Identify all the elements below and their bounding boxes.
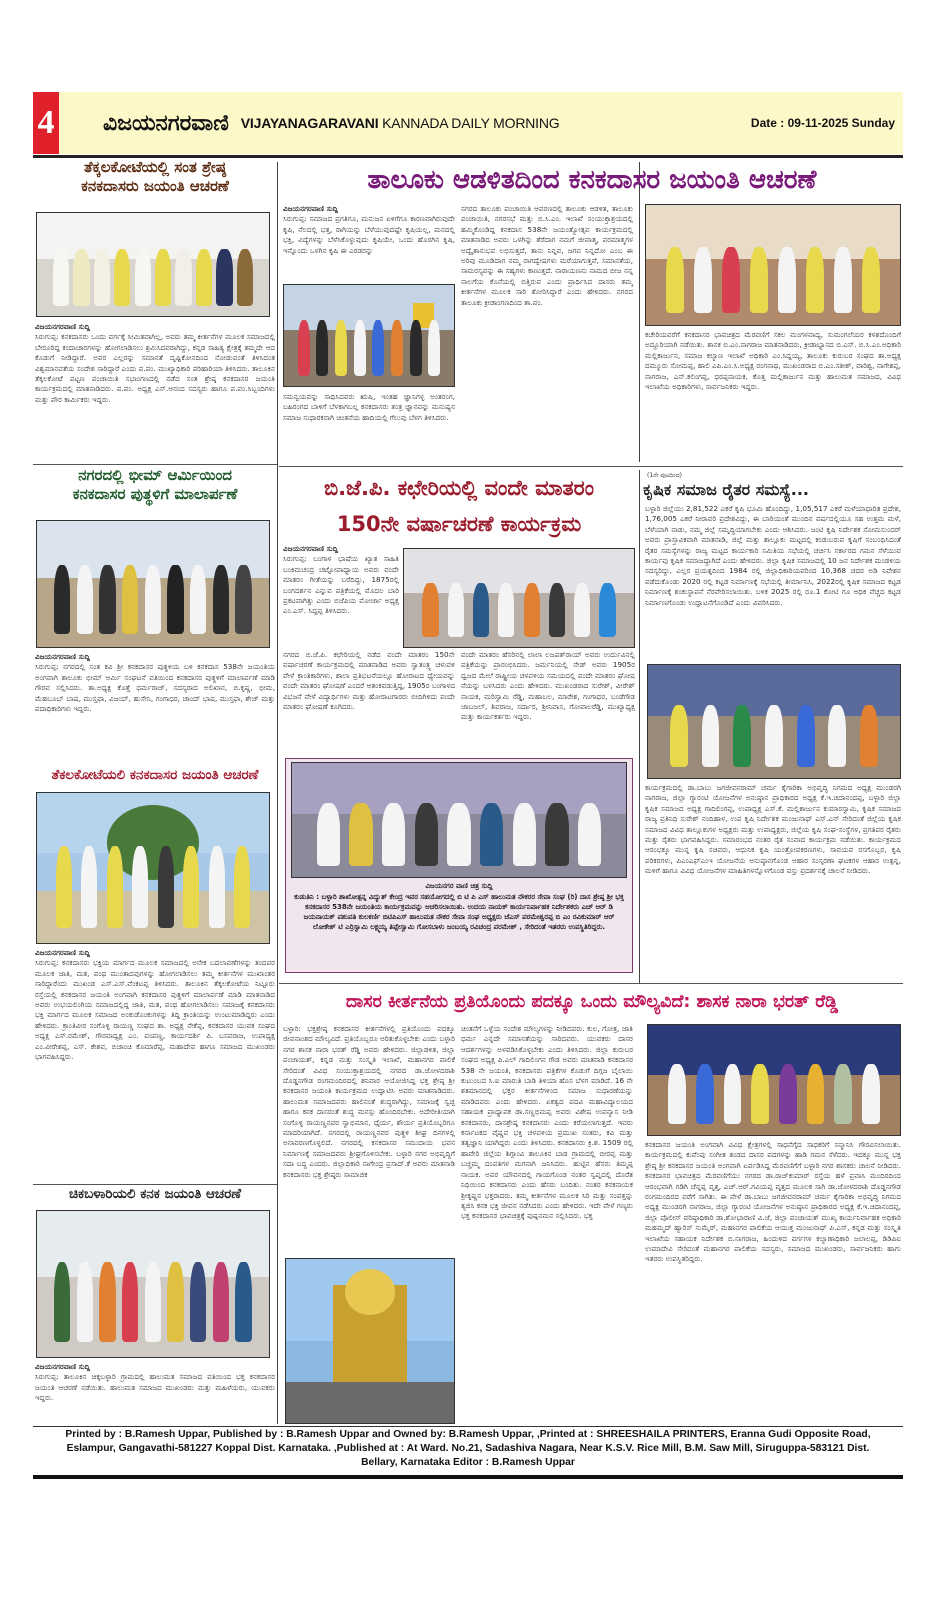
byline: ವಿಜಯನಗರವಾಣಿ ಸುದ್ದಿ — [35, 322, 90, 331]
footer-rule — [33, 1475, 903, 1479]
article-body — [283, 650, 455, 754]
article-body — [461, 650, 635, 754]
article-body — [35, 1362, 275, 1424]
headline-tekkalakote-santha — [33, 158, 277, 196]
paper-name-english — [241, 115, 560, 131]
photo-tekkalakote-statue — [36, 792, 270, 944]
article-text: ಸಮನ್ವಯವನ್ನು ಸಾಧಿಸಿದವರು ಋಷಿ, ಇಂತಹ ಜ್ಞಾನಿಗಳ್ಳ ಅಂತರಂಗ, ಬಹಿರಂಗದ ಬಾಳಿಗೆ ಬೆಳಕಾಗಬಲ್ಲ ಕನಕದಾಸರು ತಂತ್ರ ಜ್ಞಾನವನ್ನು ಮನುಷ್ಯನ ಸಮಾಜ ಸುಧಾರಕನಾಗಿ ಚಿಂತನೆಯ ಹಾದಿಯಲ್ಲಿ ಗೆಲುವು ಬೆಳಗ ತಿಳಿಸಿದರು. — [283, 392, 455, 422]
headline-krushika-samaja: ಕೃಷಿಕ ಸಮಾಜ ರೈತರ ಸಮಸ್ಯೆ... — [643, 480, 810, 499]
paper-tagline: KANNADA DAILY MORNING — [382, 115, 560, 131]
headline-tekkalakote-kanaka: ತೆಕಲಕೋಟೆಯಲಿ ಕನಕದಾಸರ ಜಯಂತಿ ಆಚರಣೆ — [51, 767, 259, 783]
newspaper-page — [33, 92, 903, 1482]
article-text: ಚಿಂತನೆಗೆ ಒಳ್ಳೆಯ ಸಂದೇಶ ಮೌಲ್ಯಗಳನ್ನು ನೀಡಿದವರು. ಕುಲ, ಗೋತ್ರ, ಜಾತಿ ಧರ್ಮ ಎನ್ನದೇ ಸಮಾನತೆಯನ್ನು ಸಾರಿದವರು. ಯುವಕರು ದಾಸರ ಆದರ್ಶಗಳನ್ನು ಅಳವಡಿಸಿಕೊಳ್ಳಬೇಕು ಎಂದು ತಿಳಿಸಿದರು. ಜಿಲ್ಲಾ ಕುರುಬರ ಸಂಘದ ಅಧ್ಯಕ್ಷ ಪಿ.ಎಲ್ ಗಾದಿಲಿಂಗನ ಗೌಡ ಅವರು ಮಾತನಾಡಿ ಕನಕದಾಸರ 538 ನೇ ಜಯಂತಿ, ಕನಕದಾಸರು ಪತ್ರಿಕೆಗಳ ಕೊಡುಗೆ ದಿಗ್ಗಜ ಬೈಲಾಯಿ ಕುಟುಂಬದ ಸಿ.ಐ ಮಾರುತಿ ಬಾಡಿ ತಿಳಿಯಾ ಹೊಸ ಬೆಳಗ ಮಾಡಿದೆ. 16 ನೇ ಶತಮಾನದಲ್ಲಿ ಭಕ್ತರ ಕೀರ್ತನೆಗಳಿಂದ ಸಮಾಜ ಸುಧಾರಣೆಯನ್ನು ಮಾಡಿದವರು ಎಂದು ಹೇಳಿದರು. ಏಕತ್ವದ ಪದವಿ ಮಹಾವಿದ್ಯಾಲಯದ ಸಹಾಯಕ ಪ್ರಾಧ್ಯಾಪಕ ಡಾ.ಸಣ್ಣಭಿಮಪ್ಪ ಅವರು ವಿಶೇಷ ಉಪನ್ಯಾಸ ನೀಡಿ ಕನಕದಾಸರು, ದಾಸಶ್ರೇಷ್ಠ ಕನಕದಾಸರು ಎಂದು ಕರೆಯಲಾಗುತ್ತದೆ. ಇವರು ಕರ್ನಾಟಕದ ವೈಷ್ಣವ ಭಕ್ತಿ ಚಳವಳಿಯ ಪ್ರಮುಖ ಸಂತರು, ಕವಿ ಮತ್ತು ತತ್ವಜ್ಞಾನಿ ಯಾಗಿದ್ದರು ಎಂದು ತಿಳಿಸಿದರು. ಕನಕದಾಸರು ಕ್ರಿ.ಶ. 1509 ರಲ್ಲಿ ಹಾವೇರಿ ಜಿಲ್ಲೆಯ ಶಿಗ್ಗಾಂವಿ ತಾಲೂಕಿನ ಬಾಡ ಗ್ರಾಮದಲ್ಲಿ ಬೀರಪ್ಪ ಮತ್ತು ಬಚ್ಚಮ್ಮ ದಂಪತಿಗಳ ಮಗನಾಗಿ ಜನಿಸಿದರು. ಹುಟ್ಟಿನ ಹೆಸರು ತಿಮ್ಮಪ್ಪ ನಾಯಕ. ಅವರ ಯೌವನದಲ್ಲಿ ಗಾಯಗೊಂಡ ನಂತರ ಸ್ವಪ್ನದಲ್ಲಿ ದೊರೆತ ನಿಧಿಯಿಂದ ಕನಕದಾಸರು ಎಂದು ಹೆಸರು ಬಂದಿತು. ನಂತರ ಕನಕನಾಯಕ ಶ್ರೀಕೃಷ್ಣನ ಭಕ್ತರಾದರು. ತಮ್ಮ ಕೀರ್ತನೆಗಳ ಮೂಲಕ ಸಿರಿ ಮತ್ತು ಸಂಪತ್ತನ್ನು ತ್ಯಜಿಸಿ ಕನಕ ಭಕ್ತಿ ಜೀವನ ನಡೆಸಿದರು ಎಂದು ಹೇಳಿದರು. ಇದೇ ವೇಳೆ ಗಣ್ಯರು ಭಕ್ತ ಕನಕದಾಸರ ಭಾವಚಿತ್ರಕ್ಕೆ ಪುಷ್ಪನಮನ ಸಲ್ಲಿಸಿದರು. ಭಕ್ತ — [461, 1024, 633, 1221]
photo-bheem-army-statue — [36, 520, 270, 648]
photo-bjp-office — [403, 548, 635, 648]
headline-line: ಕನಕದಾಸರು ಜಯಂತಿ ಆಚರಣೆ — [81, 176, 229, 195]
column-divider — [639, 162, 640, 462]
article-text: ಸಿರುಗುಪ್ಪ: ಬಂಗಾಳ ಭಾಷೆಯ ಖ್ಯಾತ ಸಾಹಿತಿ ಬಂಕಿಮಚಂದ್ರ ಚಟ್ಟೋಪಾಧ್ಯಾಯ ಅವರು ವಂದೇ ಮಾತರಂ ಗೀತೆಯನ್ನು ಬರೆದಿದ್ದು, 1875ರಲ್ಲಿ ಬಂಗದರ್ಶನ ಎನ್ನುವ ಪತ್ರಿಕೆಯಲ್ಲಿ ಮೊದಲ ಬಾರಿ ಪ್ರಕಟವಾಗಿತ್ತು ಎಂದು ಬಿಜೆಪಿಯ ಮೋರ್ಚಾ ಅಧ್ಯಕ್ಷ ಎಂ.ಎಸ್. ಸಿದ್ದಪ್ಪ ತಿಳಿಸಿದರು. — [283, 554, 399, 616]
byline: ವಿಜಯನಗರವಾಣಿ ಸುದ್ದಿ — [35, 948, 90, 957]
photo-news-title: ವಿಜಯನಗರ ವಾಣಿ ಚಿತ್ರ ಸುದ್ದಿ — [425, 882, 493, 890]
imprint-line: Eslampur, Gangavathi-581227 Koppal Dist. Karnataka. ,Published at : At Ward. No.21, Sadashiva Nagara, Near K.S.V. Rice Mill, B.M. Saw Mill, Siruguppa-583121 Dist. — [66, 1443, 870, 1454]
imprint-line: Bellary, Karnataka Editor : B.Ramesh Uppar — [361, 1457, 575, 1468]
headline-line: 150ನೇ ವರ್ಷಾಚರಣೆ ಕಾರ್ಯಕ್ರಮ — [336, 512, 582, 536]
article-text: ಸಿರುಗುಪ್ಪ: ಕನಕದಾಸರು ಒಂದು ವರ್ಗಕ್ಕೆ ಸೀಮಿತವಾಗಿಲ್ಲ, ಅವರು ತಮ್ಮ ಕೀರ್ತನೆಗಳ ಮೂಲಕ ಸಮಾಜದಲ್ಲಿ ಬೇರೂರಿದ್ದ ಕಂದಾಚಾರಗಳನ್ನು ಹೋಗಲಾಡಿಸಲು ಶ್ರಮಿಸಿದವರಾಗಿದ್ದು, ಕನ್ನಡ ಸಾಹಿತ್ಯ ಕ್ಷೇತ್ರಕ್ಕೆ ತಮ್ಮದೇ ಆದ ಕೊಡುಗೆ ನೀಡಿದ್ದಾರೆ. ಅವರ ಎಲ್ಲರನ್ನು ಸಮಾನತೆ ದೃಷ್ಟಿಕೋನದಿಂದ ನೋಡುವಂತೆ ತಿಳಿಸಿದಂತ ವಿಶ್ವಮಾನವತೆಯ ಸಂದೇಶ ಸಾರಿದ್ದಾರೆ ಎಂದು ಪ.ಪಂ. ಮುಖ್ಯಾಧಿಕಾರಿ ಪರಿಹಾರಿಯಾ ತಿಳಿಸಿದರು. ತಾಲೂಕಿನ ತೆಕ್ಕಲಕೋಟೆ ಪಟ್ಟಣ ಪಂಚಾಯಿತಿ ಸಭಾಂಗಣದಲ್ಲಿ ನಡೆದ ಸಂತ ಶ್ರೇಷ್ಠ ಕನಕದಾಸರ ಜಯಂತಿ ಕಾರ್ಯಕ್ರಮದಲ್ಲಿ ಮಾತನಾಡಿದರು. ಪ.ಪಂ. ಅಧ್ಯಕ್ಷ ಎಸ್.ಆನಂದ ಸದಸ್ಯರು ಹಾಗೂ ಪ.ಪಂ.ಸಿಬ್ಬಂದಿಗಳು ಮತ್ತು ಪೌರ ಕಾರ್ಮಿಕರು ಇದ್ದರು. — [35, 332, 275, 404]
continued-kicker: (1ನೇ ಪುಟದಿಂದ) — [647, 472, 682, 479]
article-text: ಕಾರ್ಯಕ್ರಮದಲ್ಲಿ ಡಾ.ಬಾಬು ಜಗಜೀವನರಾಮ್ ಚರ್ಮ ಕೈಗಾರಿಕಾ ಅಭಿವೃದ್ಧಿ ನಿಗಮದ ಅಧ್ಯಕ್ಷ ಮುಂಡರಗಿ ನಾಗರಾಜ, ಜಿಲ್ಲಾ ಗ್ಯಾರಂಟಿ ಯೋಜನೆಗಳ ಅನುಷ್ಠಾನ ಪ್ರಾಧಿಕಾರದ ಅಧ್ಯಕ್ಷ ಕೆ.ಇ.ಚಿದಾನಂದಪ್ಪ, ಬಳ್ಳಾರಿ ಜಿಲ್ಲಾ ಕೃಷಿಕ ಸಮಾಜದ ಅಧ್ಯಕ್ಷ ಗಾದಿಲಿಂಗಪ್ಪ, ಉಪಾಧ್ಯಕ್ಷ ಎಸ್.ಕೆ. ಮಲ್ಲಿಕಾರ್ಜುನ ಕುಮಾರಸ್ವಾಮಿ, ಕೃಷಿಕ ಸಮಾಜದ ರಾಜ್ಯ ಪ್ರತಿನಿಧಿ ಸುರೇಶ್ ನಂದಿಹಾಳ, ಉಪ ಕೃಷಿ ನಿರ್ದೇಶಕ ಮಂಜುನಾಥ್ ಎಸ್.ಎನ್ ಸೇರಿದಂತೆ ಜಿಲ್ಲೆಯ ಕೃಷಿಕ ಸಮಾಜದ ವಿವಿಧ ತಾಲ್ಲೂಕುಗಳ ಅಧ್ಯಕ್ಷರು ಮತ್ತು ಉಪಾಧ್ಯಕ್ಷರು, ಜಿಲ್ಲೆಯ ಕೃಷಿ ಸಂಘ-ಸಂಸ್ಥೆಗಳ, ಪ್ರಗತಿಪರ ರೈತರು ಮತ್ತು ರೈತರು ಭಾಗವಹಿಸಿದ್ದರು. ಸಮಾರಂಭದ ನಂತರ ರೈತ ಸಂವಾದ ಕಾರ್ಯಕ್ರಮ ನಡೆಯಿತು. ಕಾರ್ಯಕ್ರಮದ ಆರಂಭಕ್ಕೂ ಮುನ್ನ ಕೃಷಿ ಸಚಿವರು, ಆಧುನಿಕ ಕೃಷಿ ಯಂತ್ರೋಪಕರಣಗಳು, ಸಾವಯವ ರಸಗೊಬ್ಬರ, ಕೃಷಿ ಪರಿಕರಗಳು, ಪಿಎಂಎಫ್‌ಎಂಇ ಯೋಜನೆಯ ಅನುಷ್ಠಾನಗೊಂಡ ಆಹಾರ ಸಂಸ್ಕರಣಾ ಘಟಕಗಳ ಆಹಾರ ಉತ್ಪನ್ನ, ಮಳಿಗೆ ಹಾಗೂ ವಿವಿಧ ಯೋಜನೆಗಳ ಮಾಹಿತಿಗಳನ್ನೊಳಗೊಂಡ ವಸ್ತು ಪ್ರದರ್ಶನಕ್ಕೆ ಚಾಲನೆ ನೀಡಿದರು. — [645, 783, 901, 876]
page-number: 4 — [33, 92, 59, 154]
headline-chikkaballari: ಚಿಕಬಳಾರಿಯಲಿ ಕನಕ ಜಯಂತಿ ಆಚರಣೆ — [68, 1186, 242, 1202]
article-text: ಶಾಸಕ ಬಿ.ಎಂ.ನಾಗರಾಜ ಮಾತನಾಡಿದರು, ಕ್ರೀಡಾಭ್ಯಾಸದ ಬಿ.ಎಸ್. ಬಿ.ಸಿ.ಎಂ.ಅಧಿಕಾರಿ ಮಲ್ಲಿಕಾರ್ಜುನ, ಸಮಾಜ ಕಲ್ಯಾಣ ಇಲಾಖೆ ಅಧಿಕಾರಿ ಎಂ.ಸಿದ್ದಯ್ಯ, ತಾಲೂಕು ಕುರುಬರ ಸಂಘದ ತಾ.ಅಧ್ಯಕ್ಷ ದಮ್ಮೂರು ಸೋಮಪ್ಪ, ಹಾಲಿ ಎಪಿ.ಎಂ.ಸಿ.ಅಧ್ಯಕ್ಷ ರಂಗನಾಥ, ಮುಖಂಡರಾದ ಬಿ.ಎಂ.ಸತೀಶ್, ವಾರಿಶ್ವ, ನಾಗೇಶಪ್ಪ, ನಾಗರಾಜ, ಎನ್.ಕಲಿಂಗಪ್ಪ, ಧರಪ್ಪನಾಯಕ, ಕೊತ್ತ ಮಲ್ಲಿಕಾರ್ಜುನ ಮತ್ತು ಹಾಲುಮತ ಸಮಾಜದ, ವಿವಿಧ ಇಲಾಖೆಯ ಅಧಿಕಾರಿಗಳು, ಸಾರ್ವಜನಿಕರು ಇದ್ದರು. — [645, 340, 901, 392]
article-text: ಬಳ್ಳಾರಿ ಜಿಲ್ಲೆಯು 2,81,522 ಎಕರೆ ಕೃಷಿ ಭೂಮಿ ಹೊಂದಿದ್ದು, 1,05,517 ಎಕರೆ ಮಳೆಯಾಧಾರಿತ ಪ್ರದೇಶ, 1,76,005 ಎಕರೆ ನೀರಾವರಿ ಪ್ರದೇಶವಿದ್ದು, ಈ ಬಾರಿಯಂತೆ ಮುಂದಿನ ವರ್ಷದಲ್ಲಿಯೂ ಸಹ ಉತ್ತಮ ಮಳೆ, ಬೆಳೆಯಾಗಿ ನಾಡು, ನಮ್ಮ ಜಿಲ್ಲೆ ಸಮೃದ್ಧಿಯಾಗಬೇಕು ಎಂದು ಆಶಿಸಿದರು. ಜಂಟಿ ಕೃಷಿ ನಿರ್ದೇಶಕ ಸೋಮಸುಂದರ್ ಅವರು ಪ್ರಾಸ್ತಾವಿಕವಾಗಿ ಮಾತನಾಡಿ, ಜಿಲ್ಲೆ ಮತ್ತು ತಾಲ್ಲೂಕು ಮಟ್ಟದಲ್ಲಿ ಕಂಡುಬರುವ ಕೃಷಿಗೆ ಸಂಬಂಧಿಸಿದಂತೆ ರೈತರ ಸಮಸ್ಯೆಗಳನ್ನು ರಾಜ್ಯ ಮಟ್ಟದ ಕಾರ್ಯಕಾರಿ ಸಮಿತಿಯ ಸಭೆಯಲ್ಲಿ ಚರ್ಚಿಸಿ ಸರ್ಕಾರದ ಗಮನ ಸೆಳೆಯುವ ಕಾರ್ಯವು ಕೃಷಿಕ ಸಮಾಜದ್ದಾಗಿದೆ ಎಂದು ಹೇಳಿದರು. ಜಿಲ್ಲಾ ಕೃಷಿಕ ಸಮಾಜದಲ್ಲಿ 10 ಜನ ನಿರ್ದೇಶಕ ಮಂಡಳಿಯ ಸದಸ್ಯರಿದ್ದು, ಎಲ್ಲರ ಪ್ರಯತ್ನದಿಂದ 1984 ರಲ್ಲಿ ಜಿಲ್ಲಾಧಿಕಾರಿಯವರಿಂದ 10,368 ಚದರ ಅಡಿ ನಿವೇಶನ ಪಡೆದುಕೊಂಡು 2020 ರಲ್ಲಿ ಕಟ್ಟಡ ನಿರ್ಮಾಣಕ್ಕೆ ಸಭೆಯಲ್ಲಿ ತೀರ್ಮಾನಿಸಿ, 2022ರಲ್ಲಿ ಕೃಷಿಕ ಸಮಾಜದ ಕಟ್ಟಡ ನಿರ್ಮಾಣಕ್ಕೆ ಶಂಕುಸ್ಥಾಪನೆ ನೆರವೇರಿಸಲಾಯಿತು. ಬಳಿಕ 2025 ರಲ್ಲಿ ರೂ.1 ಕೋಟಿ ಗೂ ಅಧಿಕ ವೆಚ್ಚದ ಕಟ್ಟಡ ನಿರ್ಮಾಣಗೊಂಡು ಉದ್ಘಾಟನೆಗೊಂಡಿದೆ ಎಂದು ವಿವರಿಸಿದರು. — [645, 504, 901, 607]
byline: ವಿಜಯನಗರವಾಣಿ ಸುದ್ದಿ — [283, 544, 338, 553]
article-text: ನಗರದ ತಾಲೂಕು ಪಂಚಾಯಿತಿ ಆವರಣದಲ್ಲಿ ತಾಲೂಕು ಆಡಳಿತ, ತಾಲೂಕು ಪಂಚಾಯಿತಿ, ನಗರಸಭೆ ಮತ್ತು ಬಿ.ಸಿ.ಎಂ. ಇಲಾಖೆ ಸಂಯುಕ್ತಾಶ್ರಯದಲ್ಲಿ ಹಮ್ಮಿಕೊಂಡಿದ್ದ ಕನಕದಾಸ 538ನೇ ಜಯಂತ್ಯೋತ್ಸವ ಕಾರ್ಯಕ್ರಮದಲ್ಲಿ ಮಾತನಾಡಿದ ಅವರು ಒಳಗಿನ್ನು ತೆರೆದಾಗ ನಮಗೆ ಜೀವಾತ್ಮ, ಪರಮಾತ್ಮಗಳ ಅದ್ವೈತಾನುಭವ ಲಭಿಸುತ್ತದೆ, ತಾನು ನಿನ್ನವ, ಜಗವ ನಿನ್ನದೋ ಎಂಬ ಈ ಅರಿವು ಮೂಡಿದಾಗ ನಮ್ಮ ರಾಗದ್ವೇಷಗಳು ಮರೆಯಾಗುತ್ತವೆ, ಸಮಾನತೆಯ, ಸಾಮರಸ್ಯವನ್ನು ಈ ಸಹ್ಯಗಳು ಕಾಣುತ್ತದೆ. ನಾರಾಯಣನು ನಾಮದ ಬೀಜ ನನ್ನ ನಾಲಗೆಯ ಕೊನೆಯಲ್ಲಿ ಬಿತ್ತಿರುವ ಎಂದು ಪ್ರಾರ್ಥಿಸಿದ ದಾಸರು ತಮ್ಮ ಕೀರ್ತನೆಗಳ ಮೂಲಕ ಸಾರಿ ತೋರಿಸಿದ್ದಾರೆ ಎಂದು ಹೇಳಿದರು. ನಗರದ ತಾಲೂಕು ಕ್ರೀಡಾಂಗಣದಿಂದ ತಾ.ಪಂ. — [461, 204, 633, 307]
photo-procession — [283, 284, 455, 387]
article-body — [35, 948, 275, 1180]
article-divider — [33, 464, 277, 465]
headline-dasara-keertane: ದಾಸರ ಕೀರ್ತನೆಯ ಪ್ರತಿಯೊಂದು ಪದಕ್ಕೂ ಒಂದು ಮೌಲ್ಯವಿದೆ: ಶಾಸಕ ನಾರಾ ಭರತ್ ರೆಡ್ಡಿ — [345, 992, 839, 1012]
article-body — [35, 652, 275, 764]
article-body — [645, 783, 901, 978]
paper-name-kannada: ವಿಜಯನಗರವಾಣಿ — [103, 110, 229, 136]
headline-bjp-vande-mataram — [283, 470, 635, 542]
article-divider — [279, 983, 903, 984]
article-body — [283, 392, 455, 462]
article-body — [645, 504, 901, 659]
byline: ವಿಜಯನಗರವಾಣಿ ಸುದ್ದಿ — [283, 204, 338, 213]
paper-name-english-bold: VIJAYANAGARAVANI — [240, 115, 379, 131]
column-divider — [639, 470, 640, 983]
photo-news-body: ಕುಡುತಿನಿ : ಬಳ್ಳಾರಿ ಶಾಖೋತ್ಪನ್ನ ವಿದ್ಯುತ್ ಕೇಂದ್ರ ಇವರ ಸಹಯೋಗದಲ್ಲಿ ಬಿ ಟಿ ಪಿ ಎಸ್ ಹಾಲುಮತ ನೌಕರರ ಸೇವಾ ಸಂಘ (ರಿ) ದಾಸ ಶ್ರೇಷ್ಠ ಶ್ರೀ ಭಕ್ತ ಕನಕದಾಸರ 538ನೇ ಜಯಂತಿಯ ಕಾರ್ಯಕ್ರಮವನ್ನು ಆಚರಿಸಲಾಯಿತು. ಉದಯ ನಾಯಕ್ ಕಾರ್ಯನಿರ್ವಾಹಕ ನಿರ್ದೇಶಕರು ಎಚ್ ಆರ್ ಡಿ ಜಯನಾಯಕ್ ಪಶುಪತಿ ಕುಲಕರ್ಣಿ ಬಿಟಿಪಿಎಸ್ ಹಾಲುಮತ ನೌಕರ ಸೇವಾ ಸಂಘ ಅಧ್ಯಕ್ಷರು ಜೆಎಸ್ ಪರಮೇಶ್ವರಪ್ಪ ಬಿ ಎಂ ರವಿಕುಮಾರ್ ಆರ್ ಲೋಕೇಶ್ ಟಿ ಎರ್ರಿಸ್ವಾಮಿ ಲಕ್ಷ್ಮಯ್ಯ ತಿಪ್ಪೇಸ್ವಾಮಿ ಗೋಸಬಾಳು ಜಂಬಯ್ಯ ರವಿಚಂದ್ರ ಪರಮೇಶ್ , ಸೇರಿದಂತೆ ಇತರರು ಉಪಸ್ಥಿತಿರಿದ್ದರು. — [294, 893, 624, 931]
photo-chikkaballari-group — [36, 1210, 270, 1358]
article-text: ಸಿರುಗುಪ್ಪ: ಸಮಾಜದ ಪ್ರಗತಿಗೂ, ಮನುಜನ ಏಳಿಗೆಗೂ ಕಾರಣವಾಗಿರುವುದೇ ಕೃಷಿ, ನೆಲದಲ್ಲಿ ಭತ್ತ, ರಾಗಿಯನ್ನು ಬೆಳೆಯುವುದಷ್ಟೇ ಕೃಷಿಯಲ್ಲ, ಮನದಲ್ಲಿ ಭಕ್ತಿ, ವಿದ್ಯೆಗಳನ್ನು ಬೆಳೆಸಿಕೊಳ್ಳುವುದು ಕೃಷಿಯೇ, ಒಂದು ಹೊರಗಿನ ಕೃಷಿ, ಇನ್ನೊಂದು ಒಳಗಿನ ಕೃಷಿ ಈ ಎರಡರನ್ನು — [283, 214, 455, 255]
article-text: ಸಿರುಗುಪ್ಪ: ತಾಲೂಕಿನ ಚಿಕ್ಕಬಳ್ಳಾರಿ ಗ್ರಾಮದಲ್ಲಿ ಹಾಲುಮತ ಸಮಾಜದ ವತಿಯಿಂದ ಭಕ್ತ ಕನಕದಾಸರ ಜಯಂತಿ ಆಚರಣೆ ನಡೆಯಿತು. ಹಾಲುಮತ ಸಮಾಜದ ಮುಖಂಡರು ಮತ್ತು ಮಹಿಳೆಯರು, ಯುವಕರು ಇದ್ದರು. — [35, 1372, 275, 1403]
issue-date: Date : 09-11-2025 Sunday — [750, 116, 895, 130]
article-text: ಸಿರುಗುಪ್ಪ: ಕನಕದಾಸರು ಭಕ್ತಿಯ ಮಾರ್ಗದ ಮೂಲಕ ಸಮಾಜದಲ್ಲಿ ಅನೇಕ ಬದಲಾವಣೆಗಳನ್ನು ತಂದವರ ಮೂಲಕ ಜಾತಿ, ಮತ, ಪಂಥ ಮುಂತಾದವುಗಳನ್ನು ಹೋಗಲಾಡಿಸಲು ತಮ್ಮ ಕೀರ್ತನೆಗಳ ಮುಖಾಂತರ ಸಾರಿದ್ದಾರೆಂದು ಮುಖಂಡ ಎಸ್.ಎಸ್.ವೆಂಕಟಪ್ಪ ತಿಳಿಸಿದರು. ತಾಲೂಕಿನ ತೆಕ್ಕಲಕೋಟೆಯ ನಿಟ್ಟೂರು ರಸ್ತೆಯಲ್ಲಿ ಕನಕದಾಸರ ಜಯಂತಿ ಅಂಗವಾಗಿ ಕನಕದಾಸರ ಪುತ್ಥಳಿಗೆ ಮಾಲಾರ್ಪಣೆ ಮಾಡಿ ಮಾತನಾಡಿದ ಅವರು ಉಭಯಲಿಂಗಿಯ ಸಮಾಜದಲ್ಲಿದ್ದ ಜಾತಿ, ಮತ, ಪಂಥ ಹೋಗಲಾಡಿಸಲು ಸಮಾಜಕ್ಕೆ ಕನಕದಾಸರು ಭಕ್ತಿ ಮಾರ್ಗದ ಮೂಲಕ ಸಮಾಜದ ಅಂಕುಡೊಂಕುಗಳನ್ನು ತಿದ್ದಿ ಕ್ರಾಂತಿಯನ್ನು ಉಂಟುಮಾಡಿದ್ದರು ಎಂದು ಹೇಳಿದರು. ಕ್ರಾಂತಿವೀರ ಸಂಗೊಳ್ಳಿ ರಾಯಣ್ಣ ಸಂಘದ ತಾ. ಅಧ್ಯಕ್ಷ ನೇಕೆಪ್ಪ, ಕನಕದಾಸರ ಯುವಕ ಸಂಘದ ಅಧ್ಯಕ್ಷ ಎಸ್.ರಮೇಶ್, ಗೌರವಾಧ್ಯಕ್ಷ ಎಂ. ಪಂಪಣ್ಣ, ಕಾರ್ಯದರ್ಶಿ ಪಿ. ಬಸವರಾಜ, ಉಪಾಧ್ಯಕ್ಷ ಎಂ.ವೀರೇಶಪ್ಪ, ಎಸ್. ಕೇಶವ, ಬಿಜಾಂಚಿ ಕೊಮಾರೆಪ್ಪ, ಮಹಾದೇವ ಹಾಗೂ ಸಮಾಜದ ಮುಖಂಡರು ಭಾಗವಹಿಸಿದ್ದರು. — [35, 958, 275, 1062]
photo-btps-group — [291, 762, 627, 878]
article-text: ಕನಕದಾಸರ ಜಯಂತಿ ಅಂಗವಾಗಿ ವಿವಿಧ ಕ್ಷೇತ್ರಗಳಲ್ಲಿ ಸಾಧನೆಗೈದ ಸಾಧಕರಿಗೆ ಸನ್ಮಾನಿಸಿ ಗೌರವಿಸಲಾಯಿತು. ಕಾರ್ಯಕ್ರಮದಲ್ಲಿ ಕುವೆಂಪು ಸಂಗೀತ ತಂಡದ ದಾಸರ ಪದಗಳನ್ನು ಹಾಡಿ ಗಮನ ಸೆಳೆದರು. ಇದಕ್ಕೂ ಮುನ್ನ ಭಕ್ತ ಶ್ರೇಷ್ಠ ಶ್ರೀ ಕನಕದಾಸರ ಜಯಂತಿ ಅಂಗವಾಗಿ ಏರ್ಪಡಿಸಿದ್ದ ಮೆರವಣಿಗೆಗೆ ಬಳ್ಳಾರಿ ನಗರ ಶಾಸಕರು ಚಾಲನೆ ನೀಡಿದರು. ಕನಕದಾಸರ ಭಾವಚಿತ್ರದ ಮೆರವಣಿಗೆಯು ನಗರದ ಡಾ.ರಾಜ್‌ಕುಮಾರ್ ರಸ್ತೆಯ ಹಳೆ ಪ್ರವಾಸಿ ಮಂದಿರದಿಂದ ಆರಂಭವಾಗಿ ಗಡಿಗಿ ಚೆನ್ನಪ್ಪ ವೃತ್ತ, ಎಚ್.ಆರ್.ಗವಿಯಪ್ಪ ವೃತ್ತದ ಮೂಲಕ ಸಾಗಿ ಡಾ.ಜೋಳದರಾಶಿ ದೊಡ್ಡನಗೌಡ ರಂಗಮಂದಿರದ ವರೆಗೆ ಸಾಗಿತು. ಈ ವೇಳೆ ಡಾ.ಬಾಬು ಜಗಜೀವನರಾಮ್ ಚರ್ಮ ಕೈಗಾರಿಕಾ ಅಭಿವೃದ್ಧಿ ನಿಗಮದ ಅಧ್ಯಕ್ಷ ಮುಂಡರಗಿ ನಾಗರಾಜ, ಜಿಲ್ಲಾ ಗ್ಯಾರಂಟಿ ಯೋಜನೆಗಳ ಅನುಷ್ಠಾನ ಪ್ರಾಧಿಕಾರದ ಅಧ್ಯಕ್ಷ ಕೆ.ಇ.ಚಿದಾನಂದಪ್ಪ, ಜಿಲ್ಲಾ ಪೊಲೀಸ್ ವರಿಷ್ಠಾಧಿಕಾರಿ ಡಾ.ಶೋಭಾರಾಣಿ ವಿ.ಜೆ, ಜಿಲ್ಲಾ ಪಂಚಾಯತ್ ಮುಖ್ಯ ಕಾರ್ಯನಿರ್ವಾಹಕ ಅಧಿಕಾರಿ ಮಹಮ್ಮದ್ ಹ್ಯಾರಿಸ್ ಸುಮೈರ್, ಮಹಾನಗರ ಪಾಲಿಕೆಯ ಆಯುಕ್ತ ಮಂಜುನಾಥ್ ಪಿ.ಎಸ್, ಕನ್ನಡ ಮತ್ತು ಸಂಸ್ಕೃತಿ ಇಲಾಖೆಯ ಸಹಾಯಕ ನಿರ್ದೇಶಕ ಬಿ.ನಾಗರಾಜ, ಹಿಂದುಳಿದ ವರ್ಗಗಳ ಕಲ್ಯಾಣಾಧಿಕಾರಿ ಜಲಾಲಪ್ಪ, ಡಿಡಿಪಿಐ ಉಮಾದೇವಿ ಸೇರಿದಂತೆ ಮಹಾನಗರ ಪಾಲಿಕೆಯ ಸದಸ್ಯರು, ಸಮಾಜದ ಮುಖಂಡರು, ಸಾರ್ವಜನಿಕರು ಹಾಗು ಇತರರು ಉಪಸ್ಥಿತರಿದ್ದರು. — [645, 1140, 901, 1264]
headline-line: ನಗರದಲ್ಲಿ ಭೀಮ್ ಆರ್ಮಿಯಿಂದ — [78, 466, 232, 484]
headline-taluk-adalitha: ತಾಲೂಕು ಆಡಳಿತದಿಂದ ಕನಕದಾಸರ ಜಯಂತಿ ಆಚರಣೆ — [367, 165, 817, 195]
photo-tekkalakote-group — [36, 212, 270, 317]
photo-taluk-stage — [645, 204, 901, 326]
article-body — [283, 1024, 455, 1254]
article-divider — [279, 466, 903, 467]
article-divider — [33, 1184, 277, 1185]
headline-line: ಬಿ.ಜೆ.ಪಿ. ಕಛೇರಿಯಲ್ಲಿ ವಂದೇ ಮಾತರಂ — [323, 476, 595, 500]
photo-dasara-lamp-lighting — [647, 1024, 901, 1136]
masthead — [33, 92, 903, 154]
article-body — [35, 322, 275, 457]
footer-divider — [33, 1426, 903, 1427]
article-body — [645, 1140, 901, 1424]
article-text: ನಗರದ ಬಿ.ಜೆ.ಪಿ. ಕಛೇರಿಯಲ್ಲಿ ನಡೆದ ವಂದೇ ಮಾತರಂ 150ನೇ ವರ್ಷಾಚರಣೆ ಕಾರ್ಯಕ್ರಮದಲ್ಲಿ ಮಾತನಾಡಿದ ಅವರು ಸ್ವಾತಂತ್ರ್ಯ ಚಳುವಳಿ ವೇಳೆ ಕ್ರಾಂತಿಕಾರಿಗಳು, ಶಾಲಾ ಪ್ರತಿಭಟನೆಯಲ್ಲೂ ಹೋರಾಟದ ಧ್ಯೇಯವನ್ನು ವಂದೇ ಮಾತರಂ ಘೋಷಣೆ ಎಂದರೆ ಆತಂಕಪಡುತ್ತಿದ್ದ, 1905ರ ಬಂಗಾಳದ ವಿಭಜನೆ ವೇಳೆ ವಿದ್ಯಾರ್ಥಿಗಳು ಮತ್ತು ಹೋರಾಟಗಾರರು ಬೀದಿಗಿಳಿದು ವಂದೇ ಮಾತರಂ ಘೋಷಣೆ ಕೂಗಿದರು. — [283, 650, 455, 712]
article-text: ಸಿರುಗುಪ್ಪ: ನಗರದಲ್ಲಿ ಸಂತ ಕವಿ ಶ್ರೀ ಕನಕದಾಸರ ಪುತ್ಥಳಿಯ ಬಳಿ ಕನಕದಾಸ 538ನೇ ಜಯಂತಿಯ ಅಂಗವಾಗಿ ತಾಲೂಕು ಭೀಮ್ ಆರ್ಮಿ ಸಂಘಟನೆ ವತಿಯಿಂದ ಕನಕದಾಸರ ಪುತ್ಥಳಿಗೆ ಮಾಲಾರ್ಪಣೆ ಮಾಡಿ ಗೌರವ ಸಲ್ಲಿಸಿದರು. ತಾ.ಅಧ್ಯಕ್ಷ ಕೊತ್ತೆ ಧರ್ಮರಾಜ್, ಸದಸ್ಯರಾದ ಅಲಿಖಾನ, ಬಿ.ಕೃಷ್ಣ, ಭೀಮ, ಮೆಹಬೂಬ್ ಬಾಷ, ಮುಸ್ತಫಾ, ವಿಜಯ್, ಹುಸೇನಿ, ಗಂಗಾಧರ, ಚಾಂದ್ ಭಾಷ, ಮುಸ್ತಫಾ, ಶೇಜ್ ಮತ್ತು ಪದಾಧಿಕಾರಿಗಳು ಇದ್ದರು. — [35, 662, 275, 714]
article-body — [461, 204, 633, 462]
imprint-footer — [33, 1428, 903, 1470]
headline-line: ತೆಕ್ಕಲಕೋಟೆಯಲ್ಲಿ ಸಂತ ಶ್ರೇಷ್ಠ — [83, 158, 226, 176]
headline-line: ಕನಕದಾಸರ ಪುತ್ಥಳಿಗೆ ಮಾಲಾರ್ಪಣೆ — [72, 484, 238, 503]
article-body — [645, 330, 901, 462]
imprint-line: Printed by : B.Ramesh Uppar, Published by : B.Ramesh Uppar and Owned by: B.Ramesh Uppar, ,Printed at : SHREESHAILA PRINTERS, Eranna Gudi Opposite Road, — [65, 1429, 871, 1440]
article-text: ವಂದೇ ಮಾತರಂ ಹೆಸರಿನಲ್ಲಿ ಲಾಲಾ ಲಜಪತ್‌ರಾಯ್ ಅವರು ಉರ್ದುವಿನಲ್ಲಿ ಪತ್ರಿಕೆಯನ್ನು ಪ್ರಾರಂಭಿಸಿದರು. ಜರ್ಮನಿಯಲ್ಲಿ ಸೇಡ್ ಅವರು 1905ರ ಧ್ವಜದ ಮೇಲೆ ರಾಷ್ಟ್ರೀಯ ಚಳವಳಿಯ ಸಮಯದಲ್ಲಿ ವಂದೇ ಮಾತರಂ ಘೋಷ ನೆಯನ್ನು ಬಳಸಿದರು ಎಂದು ಹೇಳಿದರು. ಮುಖಂಡರಾದ ಸುರೇಶ್, ವೀರೇಶ್ ನಾಯಕ, ಮರಿಸ್ವಾಮಿ ರೆಡ್ಡಿ, ಮಹಾಬಲ, ಮಾರೇಶ, ಗಂಗಾಧರ, ಬಂಡೆಗೌಡ ಜಾಬಜಲ್, ಶಿವರಾಜ, ಸರ್ದಾರ, ಶ್ರೀನಿವಾಸ, ಗೋಪಾಲರೆಡ್ಡಿ, ಮುಖ್ಯಾಧ್ಯಕ್ಷ ಮತ್ತು ಕಾರ್ಯಕರ್ತರು ಇದ್ದರು. — [461, 650, 635, 722]
byline: ವಿಜಯನಗರವಾಣಿ ಸುದ್ದಿ — [35, 652, 90, 661]
headline-bheem-army — [33, 466, 277, 504]
article-body — [283, 544, 399, 646]
article-body — [283, 204, 455, 282]
photo-caption: ಕಚೇರಿಯವರೆಗೆ ಕನಕದಾಸರ ಭಾವಚಿತ್ರದ ಮೆರವಣಿಗೆ ಸಕಲ ಮಂಗಳವಾದ್ಯ, ಸುಮಂಗಲೆಯರ ಕಳಶದೊಂದಿಗೆ ಅದ್ದೂರಿಯಾಗಿ ನಡೆಯಿತು. — [645, 330, 901, 350]
column-divider — [277, 162, 278, 1424]
article-body — [461, 1024, 633, 1424]
photo-krushika-inauguration — [647, 664, 901, 779]
photo-kanaka-statue — [285, 1258, 455, 1424]
article-text: ಬಳ್ಳಾರಿ: ಭಕ್ತಶ್ರೇಷ್ಠ ಕನಕದಾಸರ ಕೀರ್ತನೆಗಳಲ್ಲಿ ಪ್ರತಿಯೊಂದು ಪದಕ್ಕೂ ಜೀವನಾಂಶದ ಮೌಲ್ಯವಿದೆ. ಪ್ರತಿಯೊಬ್ಬರೂ ಅರಿತುಕೊಳ್ಳಬೇಕು ಎಂದು ಬಳ್ಳಾರಿ ನಗರ ಶಾಸಕ ನಾರಾ ಭರತ್ ರೆಡ್ಡಿ ಅವರು ಹೇಳಿದರು. ಜಿಲ್ಲಾಡಳಿತ, ಜಿಲ್ಲಾ ಪಂಚಾಯತ್, ಕನ್ನಡ ಮತ್ತು ಸಂಸ್ಕೃತಿ ಇಲಾಖೆ, ಮಹಾನಗರ ಪಾಲಿಕೆ ಸೇರಿದಂತೆ ವಿವಿಧ ಸಂಯುಕ್ತಾಶ್ರಯದಲ್ಲಿ ನಗರದ ಡಾ.ಜೋಳದರಾಶಿ ದೊಡ್ಡನಗೌಡ ರಂಗಮಂದಿರದಲ್ಲಿ ಶನಿವಾರ ಆಯೋಜಿಸಿದ್ದ ಭಕ್ತ ಶ್ರೇಷ್ಠ ಶ್ರೀ ಕನಕದಾಸರ ಜಯಂತಿ ಕಾರ್ಯಕ್ರಮದ ಉದ್ಘಾಟಿಸಿ ಅವರು ಮಾತನಾಡಿದರು. ಹಾಲುಮತ ಸಮಾಜದವರು ಹಾಲಿನಂತೆ ಶುದ್ಧರಾಗಿದ್ದು, ಸಮಾಜಕ್ಕೆ ಸ್ವಚ್ಛ ಹಾಗೂ ಕನಕ ದಾಸರಂತೆ ಶುದ್ಧ ಮನಸ್ಸು ಹೊಂದಿರಬೇಕು. ಅದೇರೀತಿಯಾಗಿ ಸಂಗೊಳ್ಳಿ ರಾಯಣ್ಣನವರ ಸ್ವಾಭಿಮಾನ, ಧೈರ್ಯ, ಶೌರ್ಯ ಪ್ರತಿಯೊಬ್ಬರಿಗೂ ಮಾದರಿಯಾಗಿದೆ. ನಗರದಲ್ಲಿ ರಾಯಣ್ಣನವರ ಪುತ್ಥಳಿ ಶೀಘ್ರ ದಿನಗಳಲ್ಲಿ ಅನಾವರಣಗೊಳ್ಳಲಿದೆ. ನಗರದಲ್ಲಿ ಕನಕದಾಸರ ಸಮುದಾಯ ಭವನ ನಿರ್ಮಾಣಕ್ಕೆ ಸಮಾಜದವರು ಶ್ರೀಘ್ರಗೊಳಿಸಬೇಕು. ಬಳ್ಳಾರಿ ನಗರ ಅಭಿವೃದ್ಧಿಗೆ ಸದಾ ಬದ್ಧ ಎಂದರು. ಜಿಲ್ಲಾಧಿಕಾರಿ ನಾಗೇಂದ್ರ ಪ್ರಸಾದ್.ಕೆ ಅವರು ಮಾತನಾಡಿ ಕನಕದಾಸರು ಭಕ್ತ ಶ್ರೇಷ್ಠರು ಸಾಮಾಜಿಕ — [283, 1024, 455, 1179]
byline: ವಿಜಯನಗರವಾಣಿ ಸುದ್ದಿ — [35, 1362, 90, 1371]
